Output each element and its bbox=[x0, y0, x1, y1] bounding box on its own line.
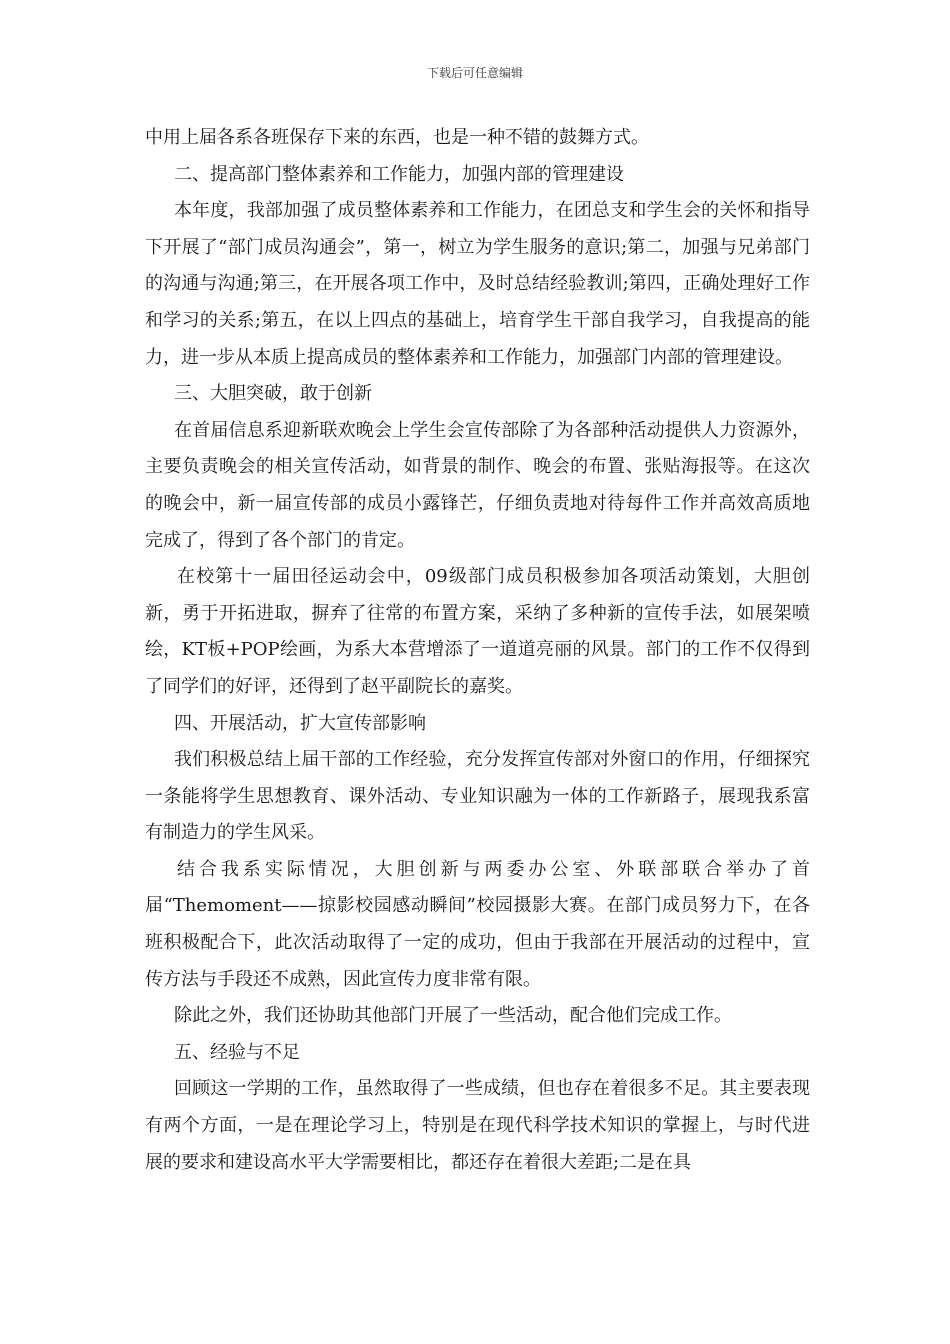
paragraph: 我们积极总结上届干部的工作经验，充分发挥宣传部对外窗口的作用，仔细探究一条能将学生思想教育、课外活动、专业知识融为一体的工作新路子，展现我系富有制造力的学生风采。 bbox=[145, 749, 810, 844]
paragraph: 结合我系实际情况，大胆创新与两委办公室、外联部联合举办了首届“Themoment——掠影校园感动瞬间”校园摄影大赛。在部门成员努力下，在各班积极配合下，此次活动取得了一定的成功，但由于我部在开展活动的过程中，宣传方法与手段还不成熟，因此宣传力度非常有限。 bbox=[145, 858, 810, 990]
section-heading-2: 二、提高部门整体素养和工作能力，加强内部的管理建设 bbox=[174, 163, 624, 185]
paragraph: 回顾这一学期的工作，虽然取得了一些成绩，但也存在着很多不足。其主要表现有两个方面，一是在理论学习上，特别是在现代科学技术知识的掌握上，与时代进展的要求和建设高水平大学需要相比，都还存在着很大差距;二是在具 bbox=[145, 1078, 810, 1173]
section-heading-3: 三、大胆突破，敢于创新 bbox=[174, 383, 372, 405]
section-heading-5: 五、经验与不足 bbox=[174, 1041, 300, 1063]
paragraph: 除此之外，我们还协助其他部门开展了一些活动，配合他们完成工作。 bbox=[174, 1005, 732, 1027]
section-heading-4: 四、开展活动，扩大宣传部影响 bbox=[174, 712, 426, 734]
page-header-note: 下载后可任意编辑 bbox=[426, 66, 523, 80]
document-body bbox=[145, 120, 810, 1181]
paragraph-continuation: 中用上届各系各班保存下来的东西，也是一种不错的鼓舞方式。 bbox=[145, 127, 649, 148]
paragraph: 在校第十一届田径运动会中，09级部门成员积极参加各项活动策划，大胆创新，勇于开拓进取，摒弃了往常的布置方案，采纳了多种新的宣传手法，如展架喷绘，KT板+POP绘画，为系大本营增添了一道道亮丽的风景。部门的工作不仅得到了同学们的好评，还得到了赵平副院长的嘉奖。 bbox=[145, 566, 810, 697]
paragraph: 本年度，我部加强了成员整体素养和工作能力，在团总支和学生会的关怀和指导下开展了“部门成员沟通会”，第一，树立为学生服务的意识;第二，加强与兄弟部门的沟通与沟通;第三，在开展各项工作中，及时总结经验教训;第四，正确处理好工作和学习的关系;第五，在以上四点的基础上，培育学生干部自我学习，自我提高的能力，进一步从本质上提高成员的整体素养和工作能力，加强部门内部的管理建设。 bbox=[145, 200, 810, 368]
paragraph: 在首届信息系迎新联欢晚会上学生会宣传部除了为各部种活动提供人力资源外，主要负责晚会的相关宣传活动，如背景的制作、晚会的布置、张贴海报等。在这次的晚会中，新一届宣传部的成员小露锋芒，仔细负责地对待每件工作并高效高质地完成了，得到了各个部门的肯定。 bbox=[145, 419, 810, 551]
